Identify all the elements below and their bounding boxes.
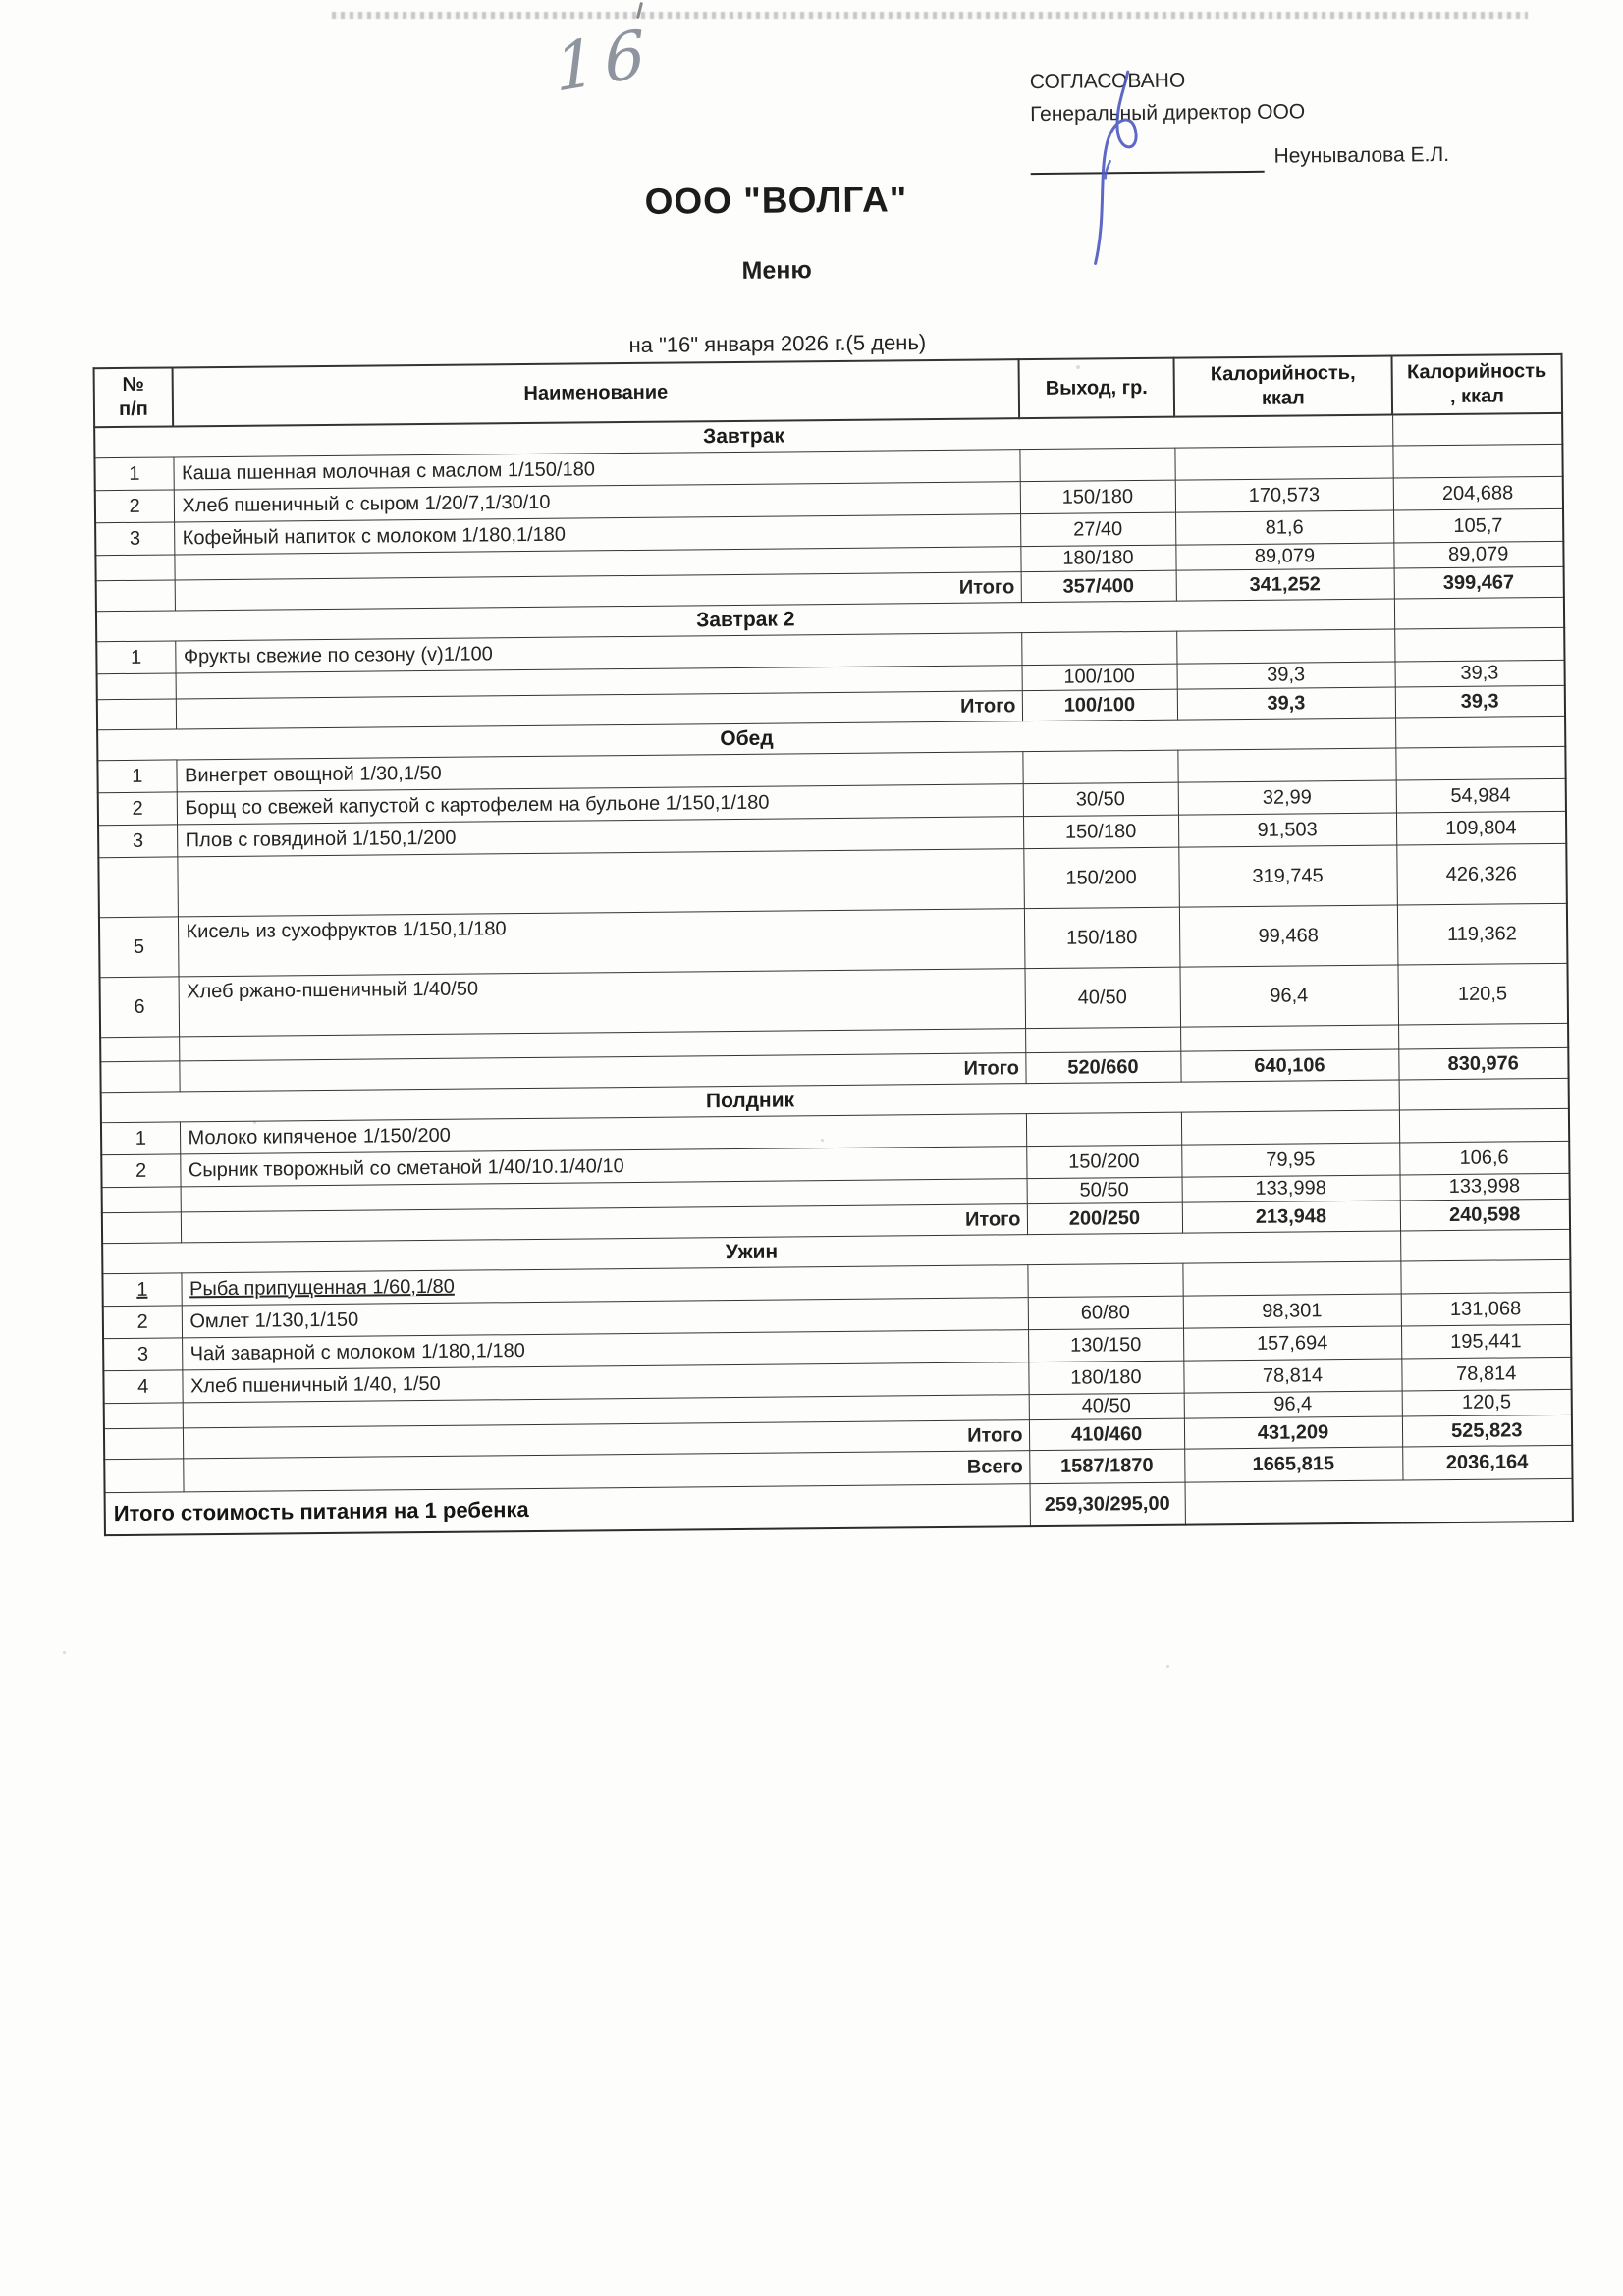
cell-kcal-2: 106,6 [1399, 1141, 1569, 1175]
cell-num [100, 1037, 179, 1062]
cell-kcal-2 [1394, 627, 1564, 662]
cell-kcal-2: 89,079 [1393, 541, 1563, 568]
cell-name: Фрукты свежие по сезону (v)1/100 [175, 633, 1021, 673]
cell-kcal-1 [1181, 1110, 1399, 1145]
cell-name: Кисель из сухофруктов 1/150,1/180 [178, 909, 1025, 977]
cell-kcal-1: 1665,815 [1184, 1447, 1402, 1482]
col-header-num-line1: № [122, 373, 144, 396]
cell-num [95, 555, 174, 581]
section-title: Полдник [101, 1080, 1399, 1123]
cell-output: 100/100 [1022, 689, 1177, 721]
cell-output: 150/180 [1024, 907, 1180, 969]
cell-num: 1 [96, 641, 175, 674]
cell-num: 3 [103, 1338, 182, 1371]
col-header-kcal1-line2: ккал [1261, 387, 1305, 409]
cell-kcal-1: 39,3 [1177, 662, 1395, 689]
cell-num [102, 1187, 181, 1213]
cell-num: 2 [103, 1306, 182, 1339]
cell-name: Омлет 1/130,1/150 [182, 1298, 1028, 1338]
cell-kcal-1: 78,814 [1183, 1359, 1401, 1393]
cell-kcal-2 [1399, 1108, 1569, 1143]
cost-label: Итого стоимость питания на 1 ребенка [105, 1484, 1030, 1536]
cell-kcal-1: 170,573 [1175, 478, 1393, 512]
menu-table [93, 353, 1574, 1536]
approver-name: Неунывалова Е.Л. [1273, 142, 1450, 168]
cell-kcal-2: 119,362 [1397, 903, 1568, 965]
cell-kcal-2 [1398, 1023, 1568, 1049]
cell-output [1025, 1027, 1180, 1053]
cell-kcal-2: 830,976 [1398, 1047, 1568, 1080]
cell-kcal-2: 525,823 [1402, 1415, 1572, 1447]
cell-kcal-1: 431,209 [1184, 1416, 1402, 1449]
cell-output: 130/150 [1028, 1328, 1183, 1362]
cell-output: 40/50 [1029, 1393, 1184, 1420]
cell-kcal-1: 319,745 [1178, 845, 1397, 907]
cell-name: Хлеб пшеничный 1/40, 1/50 [182, 1362, 1028, 1403]
cell-output: 50/50 [1027, 1177, 1182, 1204]
cell-kcal-1: 213,948 [1182, 1201, 1400, 1233]
cell-num [104, 1403, 183, 1429]
date-line: на "16" января 2026 г.(5 день) [628, 330, 927, 357]
cell-kcal-2: 399,467 [1394, 566, 1564, 599]
cell-kcal-2: 133,998 [1400, 1173, 1570, 1201]
cell-kcal-2: 2036,164 [1402, 1445, 1572, 1480]
signature-stroke [1065, 69, 1185, 271]
cell-name: Чай заварной с молоком 1/180,1/180 [182, 1330, 1028, 1370]
cell-kcal-1 [1177, 748, 1395, 782]
cell-kcal-2: 105,7 [1393, 508, 1563, 543]
col-header-num-line2: п/п [119, 398, 148, 420]
org-title: ООО "ВОЛГА" [644, 179, 908, 222]
cell-num [97, 699, 176, 730]
cell-output: 150/180 [1020, 480, 1175, 514]
cell-kcal-2: 204,688 [1393, 476, 1563, 510]
cell-output: 150/180 [1023, 815, 1178, 849]
cell-kcal-1: 79,95 [1181, 1143, 1399, 1177]
cell-output: 357/400 [1021, 570, 1176, 603]
cell-kcal-1 [1176, 629, 1394, 664]
cell-num: 2 [101, 1154, 180, 1188]
cell-kcal-1: 640,106 [1180, 1049, 1398, 1082]
cell-output: 30/50 [1023, 782, 1178, 817]
col-header-name: Наименование [173, 359, 1020, 426]
cell-kcal-2: 54,984 [1396, 778, 1566, 813]
cell-kcal-2: 195,441 [1401, 1324, 1571, 1359]
totals-label: Итого [183, 1420, 1029, 1459]
cell-empty [1395, 716, 1565, 748]
cost-value: 259,30/295,00 [1030, 1482, 1185, 1526]
cell-num: 4 [103, 1370, 182, 1404]
cell-output: 520/660 [1025, 1051, 1180, 1084]
col-header-output: Выход, гр. [1019, 358, 1175, 419]
cell-kcal-1: 89,079 [1175, 543, 1393, 570]
totals-label: Итого [181, 1204, 1027, 1243]
cell-output [1026, 1112, 1181, 1147]
cell-output: 40/50 [1024, 967, 1180, 1029]
totals-label: Итого [175, 572, 1021, 611]
cell-output: 27/40 [1020, 512, 1175, 547]
cell-output [1022, 750, 1177, 784]
cell-output: 410/460 [1029, 1418, 1184, 1451]
cell-kcal-1 [1174, 446, 1392, 480]
cell-output: 60/80 [1028, 1296, 1183, 1330]
cell-empty [1399, 1078, 1569, 1110]
col-header-kcal2-line2: , ккал [1449, 385, 1504, 407]
cell-num: 2 [95, 490, 174, 523]
col-header-kcal-1 [1174, 356, 1393, 417]
cell-num: 1 [102, 1273, 181, 1307]
totals-label: Итого [176, 691, 1022, 729]
cell-kcal-2: 109,804 [1396, 811, 1566, 845]
cell-num: 1 [101, 1122, 180, 1155]
cell-num [104, 1459, 183, 1493]
cell-kcal-2 [1392, 444, 1562, 478]
section-title: Ужин [102, 1231, 1400, 1274]
cell-kcal-1: 98,301 [1183, 1294, 1401, 1328]
cell-num [96, 580, 175, 612]
col-header-kcal1-line1: Калорийность, [1210, 361, 1356, 386]
cell-output: 150/200 [1023, 847, 1179, 909]
cell-empty [1394, 597, 1564, 629]
cell-num: 1 [94, 457, 173, 491]
cell-output: 150/200 [1026, 1145, 1181, 1179]
cell-name: Рыба припущенная 1/60,1/80 [181, 1265, 1027, 1306]
handwritten-page-number: 16 [552, 14, 657, 107]
cell-name: Винегрет овощной 1/30,1/50 [176, 752, 1022, 792]
cell-kcal-2: 120,5 [1397, 963, 1568, 1025]
cell-num [102, 1212, 181, 1244]
cell-kcal-2 [1400, 1259, 1570, 1294]
approver-title: Генеральный директор ООО [1030, 100, 1306, 127]
grand-total-label: Всего [183, 1451, 1029, 1492]
cell-kcal-1: 157,694 [1183, 1326, 1401, 1361]
cell-num: 6 [100, 977, 180, 1038]
cell-num: 5 [99, 917, 179, 978]
approved-label: СОГЛАСОВАНО [1029, 69, 1186, 94]
cell-num: 3 [95, 522, 174, 556]
cell-empty [1185, 1478, 1573, 1524]
cell-name: Хлеб пшеничный с сыром 1/20/7,1/30/10 [174, 482, 1020, 522]
col-header-kcal-2 [1392, 354, 1563, 415]
cell-kcal-1: 133,998 [1182, 1175, 1400, 1202]
section-title: Завтрак [94, 415, 1392, 458]
cell-num: 1 [97, 760, 176, 793]
cell-kcal-2: 131,068 [1401, 1292, 1571, 1326]
cell-output [1027, 1263, 1182, 1298]
cell-kcal-2: 120,5 [1402, 1389, 1572, 1416]
cell-output: 100/100 [1022, 664, 1177, 691]
col-header-kcal2-line1: Калорийность [1406, 360, 1547, 384]
cell-output: 1587/1870 [1029, 1449, 1184, 1484]
cell-kcal-1: 341,252 [1176, 568, 1394, 601]
cell-kcal-1: 96,4 [1184, 1391, 1402, 1418]
cell-output [1019, 448, 1174, 482]
cell-name [177, 849, 1024, 917]
cell-kcal-1: 99,468 [1179, 905, 1398, 967]
cell-name: Борщ со свежей капустой с картофелем на бульоне 1/150,1/180 [177, 784, 1023, 825]
cell-name: Каша пшенная молочная с маслом 1/150/180 [173, 450, 1019, 490]
cell-output: 200/250 [1027, 1202, 1182, 1235]
cell-output: 180/180 [1028, 1361, 1183, 1395]
cell-name: Хлеб ржано-пшеничный 1/40/50 [179, 969, 1026, 1037]
cell-kcal-1: 96,4 [1179, 965, 1398, 1027]
cell-kcal-1: 81,6 [1175, 510, 1393, 545]
cell-kcal-2: 78,814 [1401, 1357, 1571, 1391]
cell-output [1021, 631, 1176, 666]
cell-empty [1392, 413, 1562, 446]
cell-name: Плов с говядиной 1/150,1/200 [177, 817, 1023, 857]
cell-name: Молоко кипяченое 1/150/200 [180, 1114, 1026, 1154]
cell-kcal-1 [1182, 1261, 1400, 1296]
section-title: Завтрак 2 [96, 599, 1394, 642]
cell-kcal-2: 39,3 [1395, 685, 1565, 718]
cell-kcal-2: 426,326 [1396, 843, 1567, 905]
cell-num [98, 857, 178, 918]
cell-name: Кофейный напиток с молоком 1/180,1/180 [174, 514, 1020, 555]
cell-kcal-2 [1395, 746, 1565, 780]
cell-num: 2 [98, 792, 177, 826]
cell-kcal-1: 91,503 [1178, 813, 1396, 847]
cell-kcal-1 [1180, 1025, 1398, 1051]
cell-empty [1400, 1229, 1570, 1261]
cell-kcal-2: 240,598 [1400, 1199, 1570, 1231]
cell-num [100, 1061, 179, 1093]
cell-kcal-2: 39,3 [1394, 660, 1564, 687]
cell-num [104, 1428, 183, 1460]
totals-label: Итого [179, 1053, 1025, 1092]
cell-kcal-1: 39,3 [1177, 687, 1395, 720]
cell-num: 3 [98, 825, 177, 858]
col-header-num [94, 367, 174, 427]
cell-num [97, 673, 176, 700]
cell-kcal-1: 32,99 [1178, 780, 1396, 815]
doc-title: Меню [741, 256, 812, 285]
section-title: Обед [97, 718, 1395, 761]
cell-name: Сырник творожный со сметаной 1/40/10.1/40/10 [180, 1147, 1026, 1187]
cell-output: 180/180 [1020, 545, 1175, 572]
